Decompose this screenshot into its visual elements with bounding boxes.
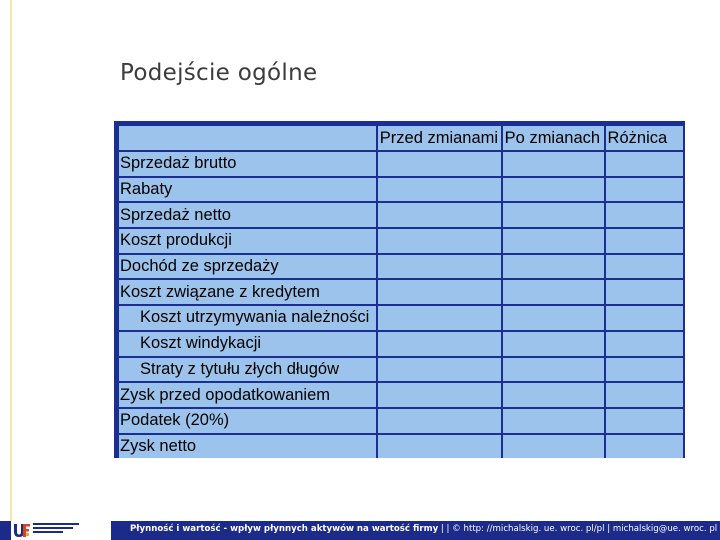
- cell-before: [378, 203, 501, 227]
- row-label: Zysk przed opodatkowaniem: [119, 383, 376, 407]
- cell-after: [503, 203, 604, 227]
- table-header-row: [119, 126, 683, 150]
- cell-difference: [606, 229, 683, 253]
- cell-after: [503, 383, 604, 407]
- row-label: Zysk netto: [119, 435, 376, 459]
- row-label: Sprzedaż brutto: [119, 152, 376, 176]
- table-row: [119, 229, 683, 253]
- row-label: Dochód ze sprzedaży: [119, 255, 376, 279]
- table-row: [119, 383, 683, 407]
- left-accent-rule: [10, 0, 12, 522]
- cell-before: [378, 280, 501, 304]
- cell-difference: [606, 358, 683, 382]
- table-row: [119, 332, 683, 356]
- university-logo-icon: [13, 522, 31, 538]
- cell-before: [378, 152, 501, 176]
- cell-before: [378, 409, 501, 433]
- table-row: [119, 178, 683, 202]
- header-cell-before: Przed zmianami: [378, 126, 501, 150]
- cell-after: [503, 178, 604, 202]
- university-logo: [11, 521, 111, 540]
- cell-before: [378, 255, 501, 279]
- table-body: [119, 152, 683, 458]
- cell-before: [378, 178, 501, 202]
- footer-credits: | | © http: //michalskig. ue. wroc. pl/pl | michalskig@ue. wroc. pl: [438, 524, 718, 534]
- header-cell-after: Po zmianach: [503, 126, 604, 150]
- cell-difference: [606, 435, 683, 459]
- cell-difference: [606, 383, 683, 407]
- cell-after: [503, 306, 604, 330]
- cell-difference: [606, 178, 683, 202]
- table-row: [119, 435, 683, 459]
- row-label: Koszt związane z kredytem: [119, 280, 376, 304]
- cell-before: [378, 306, 501, 330]
- cell-before: [378, 229, 501, 253]
- cell-after: [503, 409, 604, 433]
- row-label: Koszt utrzymywania należności: [119, 306, 376, 330]
- cell-before: [378, 332, 501, 356]
- header-cell-empty: [119, 126, 376, 150]
- table-row: [119, 306, 683, 330]
- row-label: Straty z tytułu złych długów: [119, 358, 376, 382]
- cell-after: [503, 280, 604, 304]
- cell-after: [503, 332, 604, 356]
- cell-before: [378, 383, 501, 407]
- cell-difference: [606, 332, 683, 356]
- footer-title: Płynność i wartość - wpływ płynnych aktywów na wartość firmy: [130, 524, 439, 534]
- row-label: Sprzedaż netto: [119, 203, 376, 227]
- table-row: [119, 280, 683, 304]
- row-label: Koszt windykacji: [119, 332, 376, 356]
- cell-after: [503, 229, 604, 253]
- row-label: Podatek (20%): [119, 409, 376, 433]
- table-row: [119, 152, 683, 176]
- cell-after: [503, 358, 604, 382]
- cell-before: [378, 435, 501, 459]
- footer-text: [130, 524, 717, 534]
- header-cell-difference: Różnica: [606, 126, 683, 150]
- cell-after: [503, 255, 604, 279]
- cell-after: [503, 435, 604, 459]
- slide-title: Podejście ogólne: [120, 60, 318, 86]
- table-row: [119, 358, 683, 382]
- row-label: Koszt produkcji: [119, 229, 376, 253]
- cell-difference: [606, 409, 683, 433]
- cell-difference: [606, 306, 683, 330]
- row-label: Rabaty: [119, 178, 376, 202]
- income-statement-table: [114, 121, 685, 458]
- cell-after: [503, 152, 604, 176]
- cell-difference: [606, 280, 683, 304]
- cell-difference: [606, 203, 683, 227]
- cell-difference: [606, 255, 683, 279]
- table-row: [119, 409, 683, 433]
- university-logo-wordmark: [33, 523, 83, 537]
- cell-before: [378, 358, 501, 382]
- cell-difference: [606, 152, 683, 176]
- table-row: [119, 255, 683, 279]
- table-grid: [117, 124, 685, 460]
- table-row: [119, 203, 683, 227]
